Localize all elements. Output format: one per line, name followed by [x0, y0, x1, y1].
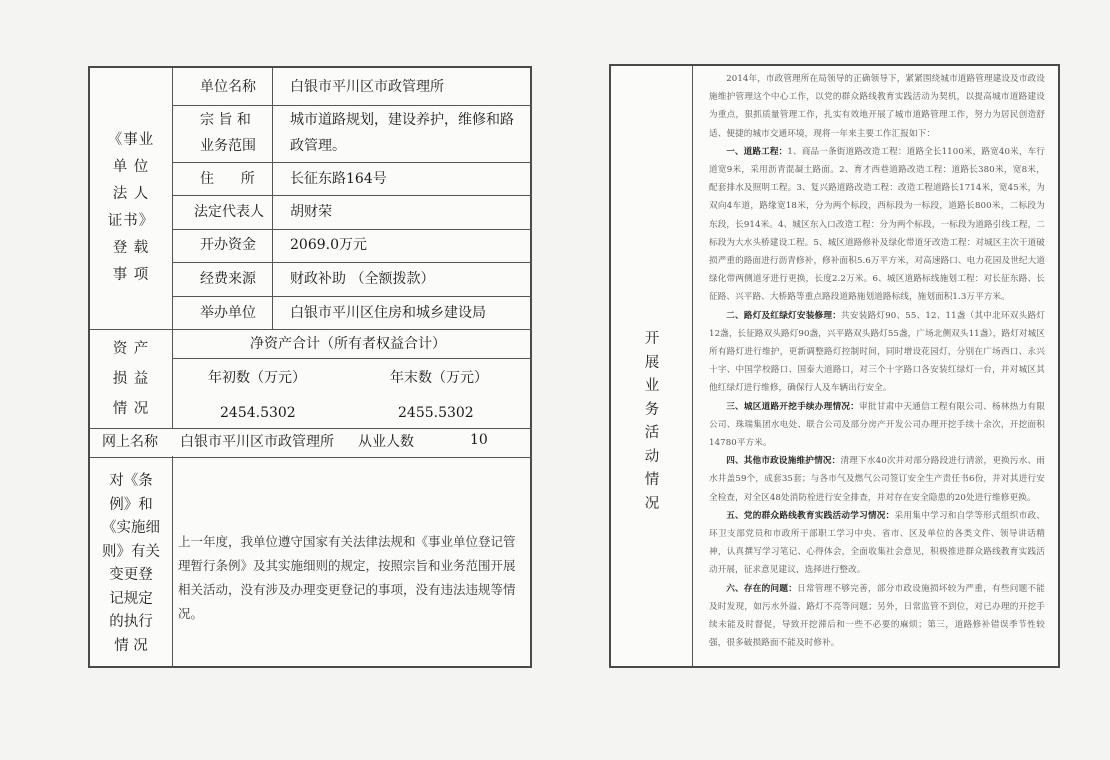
- sponsor-label: 举办单位: [200, 305, 256, 321]
- report-section-lighting: 二、路灯及红绿灯安装修理：共安装路灯90、55、12、11盏（其中北环双头路灯12盏，长征路双头路灯90盏，兴平路双头路灯55盏，广场北侧双头11盏），路灯对城区所有路灯进行维护，更新调整路灯控制时间，同时增设花园灯，分别在广场西口、永兴十字、中国学校路口、国泰大道路口，对三个十字路口各安装红绿灯一台，并对城区其他红绿灯进行维修，确保行人及车辆出行安全。: [709, 310, 1045, 394]
- execution-section-label: 对《条 例》和 《实施细 则》有关 变更登 记规定 的执行 情 况: [102, 473, 160, 654]
- registration-section-label: 《事业 单 位 法 人 证书》 登 载 事 项: [107, 132, 155, 283]
- end-year-value: 2455.5302: [398, 405, 474, 421]
- address-label: 住 所: [200, 171, 255, 187]
- assets-section-label: 资 产 损 益 情 况: [112, 341, 150, 417]
- activities-page: [609, 64, 1060, 668]
- end-year-label: 年末数（万元）: [390, 370, 488, 386]
- address-value: 长征东路164号: [290, 171, 387, 187]
- report-intro: 2014年，市政管理所在局领导的正确领导下，紧紧围绕城市道路管理建设及市政设施维护管理这个中心工作，以党的群众路线教育实践活动为契机，以提高城市道路建设为重点，狠抓质量管理工作，扎实有效地开展了城市道路管理工作，努力为居民创造舒适、便捷的城市交通环境，现将一年来主要工作汇报如下：: [709, 74, 1045, 139]
- registration-page: [88, 66, 532, 668]
- funding-label: 经费来源: [200, 271, 256, 287]
- execution-statement: 上一年度，我单位遵守国家有关法律法规和《事业单位登记管理暂行条例》及其实施细则的规定，按照宗旨和业务范围开展相关活动，没有涉及办理变更登记的事项，没有违法违规等情况。: [178, 534, 516, 621]
- purpose-value-line2: 政管理。: [290, 138, 346, 154]
- staff-count-label: 从业人数: [358, 434, 414, 450]
- activities-section-title: 开 展 业 务 活 动 情 况: [644, 331, 660, 512]
- report-section-roads: 一、道路工程：1、商品一条街道路改造工程：道路全长1100米，路宽40米，车行道宽9米，采用沥青混凝土路面。2、育才西巷道路改造工程：道路长380米，宽8米，配套排水及照明工程。3、复兴路道路改造工程：改造工程道路长1714米，宽45米，为双向4车道，路缘宽18米，分为两个标段，西标段为一标段，道路长800米，二标段为东段，长914米。4、城区东入口改造工程：分为两个标段，一标段为道路引线工程，二标段为大水头桥建设工程。5、城区道路修补及绿化带道牙改造工程：对城区主次干道破损严重的路面进行沥青修补，修补面积5.6万平方米，对高速路口、电力花园及世纪大道绿化带两侧道牙进行更换，长度2.2万米。6、城区道路标线施划工程：对长征东路、长征路、兴平路、大桥路等重点路段道路施划道路标线，施划面积1.3万平方米。: [709, 146, 1045, 303]
- report-section-maintenance: 四、其他市政设施维护情况：清理下水40次并对部分路段进行清淤，更换污水、雨水井盖59个，成套35套；与各市气及燃气公司签订安全生产责任书6份，并对其进行安全检查，对全区48处消防栓进行安全排查，并对存在安全隐患的20处进行维修更换。: [709, 456, 1045, 503]
- net-assets-label: 净资产合计（所有者权益合计）: [250, 336, 446, 352]
- capital-value: 2069.0万元: [290, 237, 367, 253]
- purpose-label-line2: 业务范围: [200, 138, 256, 154]
- begin-year-value: 2454.5302: [220, 405, 296, 421]
- unit-name-value: 白银市平川区市政管理所: [290, 79, 444, 95]
- online-name-label: 网上名称: [102, 434, 158, 450]
- online-name-value: 白银市平川区市政管理所: [180, 434, 334, 450]
- legal-rep-label: 法定代表人: [194, 204, 264, 220]
- report-section-study: 五、党的群众路线教育实践活动学习情况：采用集中学习和自学等形式组织市政、环卫支部党员和市政所干部职工学习中央、省市、区及单位的各类文件、领导讲话精神，认真撰写学习笔记、心得体会，全面收集社会意见，积极推进群众路线教育实践活动开展，征求意见建议，选择进行整改。: [709, 510, 1046, 576]
- capital-label: 开办资金: [200, 237, 256, 253]
- purpose-label-line1: 宗 旨 和: [200, 112, 251, 128]
- report-section-problems: 六、存在的问题：日常管理不够完善，部分市政设施损坏较为严重，有些问题不能及时发现，如污水外溢、路灯不亮等问题；另外，日常监管不到位，对已办理的开挖手续未能及时督促，导致开挖滞后和一些不必要的麻烦；第三，道路修补错误季节性较强，很多破损路面不能及时修补。: [709, 583, 1045, 649]
- unit-name-label: 单位名称: [200, 79, 256, 95]
- report-section-excavation: 三、城区道路开挖手续办理情况：审批甘肃中天通信工程有限公司、杨林热力有限公司、珠瑞集团水电处、联合公司及部分房产开发公司办理开挖手续十余次，开挖面积14780平方米。: [709, 401, 1045, 449]
- legal-rep-value: 胡财荣: [290, 204, 332, 220]
- activities-report: [709, 70, 1045, 653]
- funding-value: 财政补助 （全额拨款）: [290, 271, 435, 287]
- staff-count-value: 10: [470, 432, 488, 448]
- begin-year-label: 年初数（万元）: [208, 370, 306, 386]
- sponsor-value: 白银市平川区住房和城乡建设局: [290, 305, 486, 321]
- purpose-value-line1: 城市道路规划，建设养护，维修和路: [290, 112, 514, 128]
